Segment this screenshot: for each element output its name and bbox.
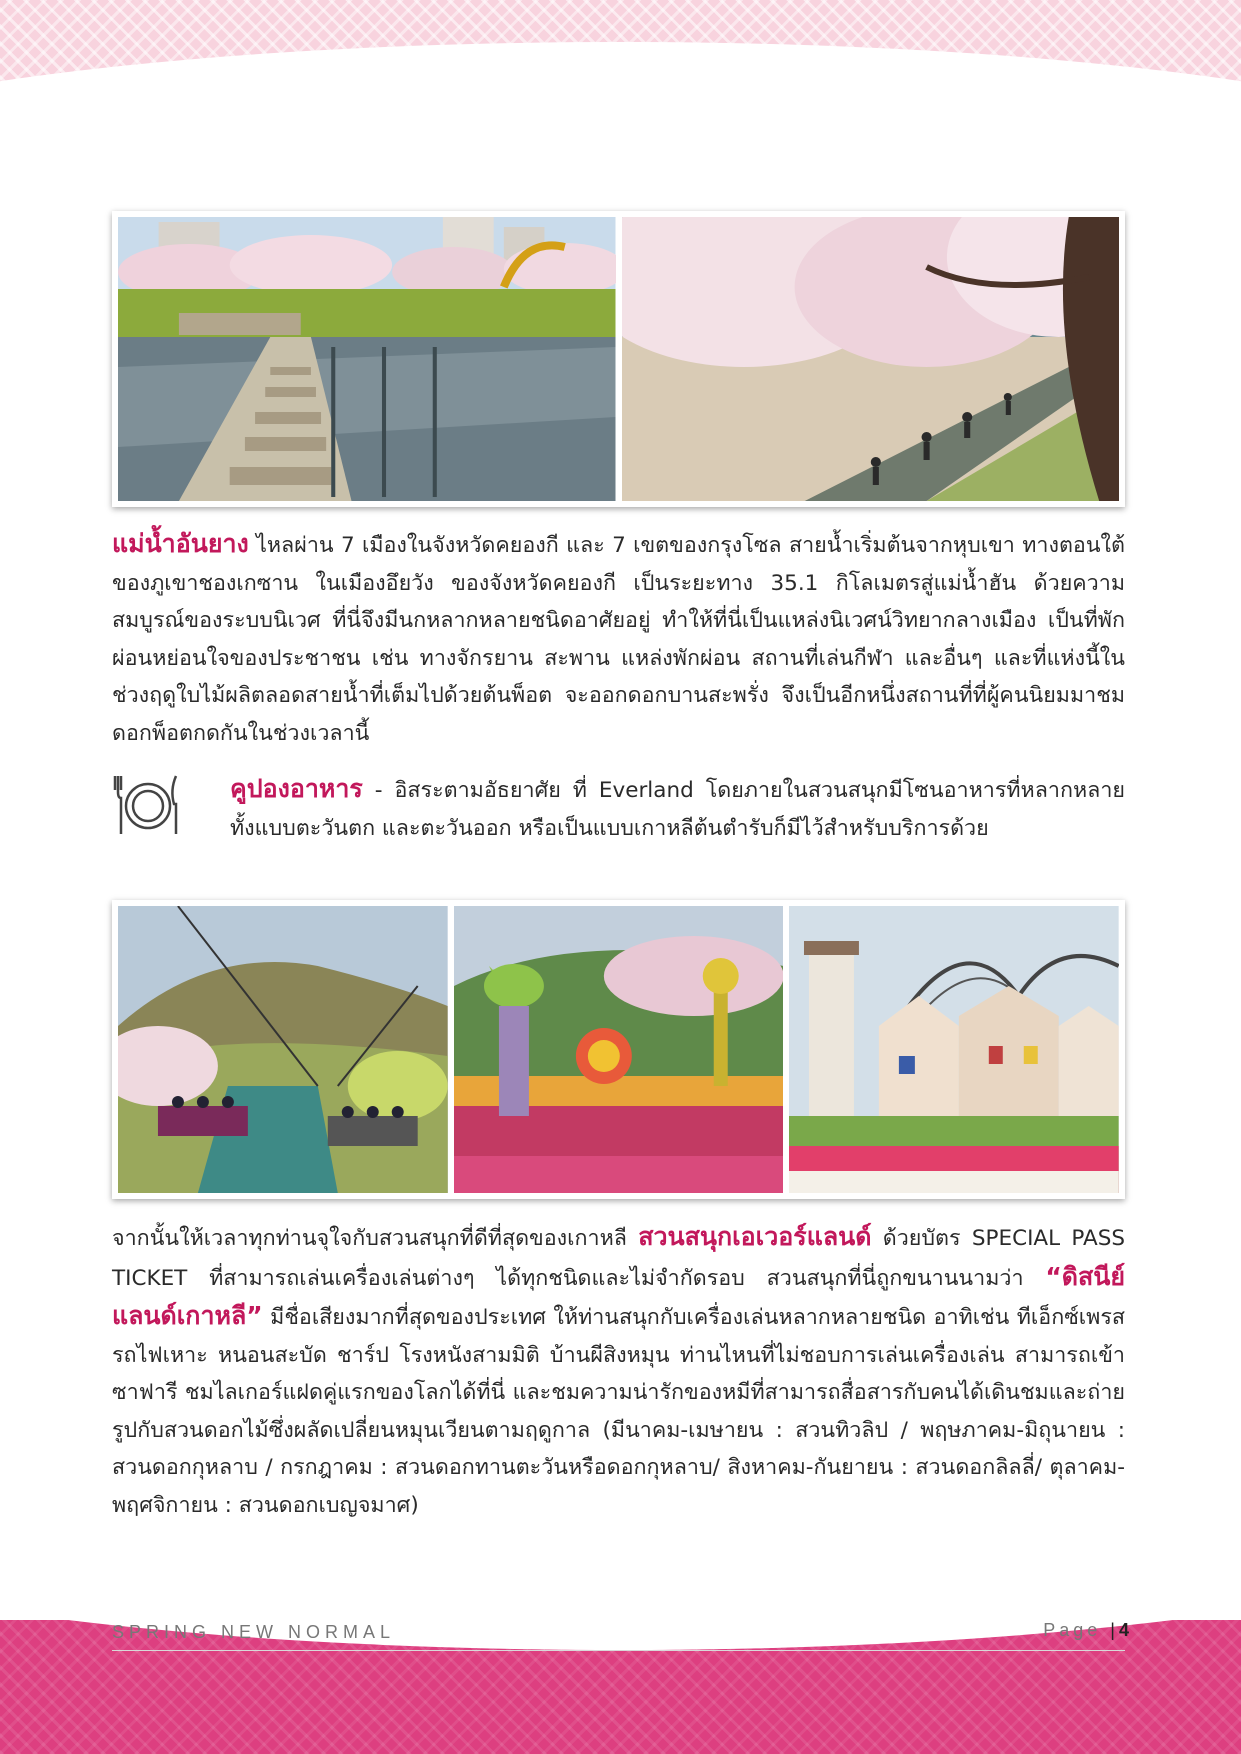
plate-fork-knife-icon [112,770,184,838]
meal-coupon-paragraph [230,770,1125,847]
river-stepping-stones-photo [118,217,616,501]
footer-page-separator: | [1110,1620,1119,1640]
footer-divider [112,1650,1125,1651]
anyang-river-body: ไหลผ่าน 7 เมืองในจังหวัดคยองกี และ 7 เขตของกรุงโซล สายน้ำเริ่มต้นจากหุบเขา ทางตอนใต้ของภูเขาชองเกซาน ในเมืองอึยวัง ของจังหวัดคยองกี เป็นระยะทาง 35.1 กิโลเมตรสู่แม่น้ำฮัน ด้วยความสมบูรณ์ของระบบนิเวศ ที่นี่จึงมีนกหลากหลายชนิดอาศัยอยู่ ทำให้ที่นี่เป็นแหล่งนิเวศน์วิทยากลางเมือง เป็นที่พักผ่อนหย่อนใจของประชาชน เช่น ทางจักรยาน สะพาน แหล่งพักผ่อน สถานที่เล่นกีฬา และอื่นๆ และที่แห่งนี้ในช่วงฤดูใบไม้ผลิตลอดสายน้ำที่เต็มไปด้วยต้นพ็อต จะออกดอกบานสะพรั่ง จึงเป็นอีกหนึ่งสถานที่ที่ผู้คนนิยมมาชมดอกพ็อตกดกันในช่วงเวลานี้ [112,533,1125,746]
everland-text-part1: จากนั้นให้เวลาทุกท่านจุใจกับสวนสนุกที่ดีที่สุดของเกาหลี [112,1226,639,1251]
footer-page-label: Page [1043,1620,1102,1640]
everland-text-part2: ด้วยบัตร SPECIAL PASS TICKET ที่สามารถเล่นเครื่องเล่นต่างๆ ได้ทุกชนิดและไม่จำกัดรอบ สวนสนุกที่นี่ถูกขนานนามว่า [112,1226,1126,1291]
anyang-river-title: แม่น้ำอันยาง [112,529,249,558]
everland-title: สวนสนุกเอเวอร์แลนด์ [638,1222,872,1251]
meal-coupon-body: - อิสระตามอัธยาศัย ที่ Everland โดยภายในสวนสนุกมีโซนอาหารที่หลากหลาย ทั้งแบบตะวันตก และตะวันออก หรือเป็นแบบเกาหลีต้นตำรับก็มีไว้สำหรับบริการด้วย [230,778,1125,841]
everland-photo-row [112,900,1125,1199]
everland-flower-garden-photo [454,906,784,1193]
footer-page-indicator [1043,1620,1129,1641]
meal-coupon-title: คูปองอาหาร [230,774,363,803]
everland-european-village-photo [789,906,1119,1193]
korean-disneyland-title: “ดิสนีย์แลนด์เกาหลี” [112,1261,1125,1330]
river-cherry-blossom-path-photo [622,217,1120,501]
river-photo-row [112,211,1125,507]
anyang-river-paragraph [112,525,1125,752]
footer-page-number: 4 [1118,1620,1129,1640]
everland-paragraph [112,1218,1125,1524]
everland-text-part3: มีชื่อเสียงมากที่สุดของประเทศ ให้ท่านสนุกกับเครื่องเล่นหลากหลายชนิด อาทิเช่น ทีเอ็กซ์เพรส รถไฟเหาะ หนอนสะบัด ชาร์ป โรงหนังสามมิติ บ้านผีสิงหมุน ท่านไหนที่ไม่ชอบการเล่นเครื่องเล่น สามารถเข้าซาฟารี ชมไลเกอร์แฝดคู่แรกของโลกได้ที่นี่ และชมความน่ารักของหมีที่สามารถสื่อสารกับคนได้เดินชมและถ่ายรูปกับสวนดอกไม้ซึ่งผลัดเปลี่ยนหมุนเวียนตามฤดูกาล (มีนาคม-เมษายน : สวนทิวลิป / พฤษภาคม-มิถุนายน : สวนดอกกุหลาบ / กรกฎาคม : สวนดอกทานตะวันหรือดอกกุหลาบ/ สิงหาคม-กันยายน : สวนดอกลิลลี่/ ตุลาคม-พฤศจิกายน : สวนดอกเบญจมาศ) [112,1305,1125,1518]
footer-brand: SPRING NEW NORMAL [112,1622,396,1642]
everland-chairlift-photo [118,906,448,1193]
